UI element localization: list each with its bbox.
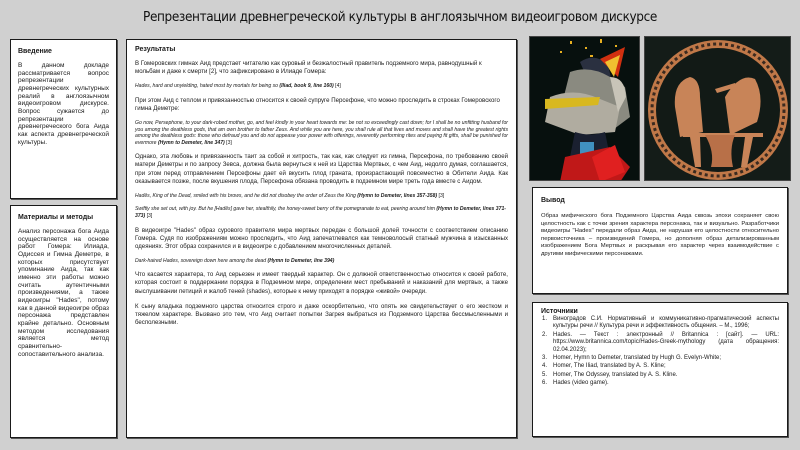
- conclusion-text: Образ мифического бога Подземного Царства Аида сквозь эпохи сохраняет свою целостность как с точки зрения характера персонажа, так и визуально. Разработчики видеоигры "Hades" передали образ Аида, не нарушая его целостности относительно первоисточника – произведений Гомера, но дополняя образ детализированным изображением Бога Мертвых и раскрывая его характер через взаимодействие с другими мифическими персонажами.: [541, 213, 779, 257]
- source-item: 3. Homer, Hymn to Demeter, translated by Hugh G. Evelyn-White;: [542, 355, 722, 362]
- source-item: 4. Homer, The Iliad, translated by A. S. Kline;: [542, 363, 666, 370]
- results-quote: Dark-haired Hades, sovereign down here among the dead (Hymn to Demeter, line 394): [135, 257, 335, 264]
- quote-ref: [4]: [333, 83, 341, 90]
- results-paragraph: Однако, эта любовь и привязанность таит за собой и хитрость, так как, как следует из гимна, Персефона, по требованию своей матери Деметры и по запросу Зевса, должна была вернуться к ней из Царства Мертвых, с чем Аид, недолго думая, соглашается, при этом перед отправлением Персефоны дает ей вкусить плод граната, произрастающий повсеместно в Обители Аида. Как оказывается позже, после вкушения плода, Персефона обязана проводить в подземном мире треть года вместе с Аидом.: [135, 153, 508, 185]
- red-figure-vase-illustration: [645, 37, 791, 181]
- quote-source: (Hymn to Demeter, lines 357-358): [357, 192, 438, 199]
- conclusion-section: [532, 187, 788, 294]
- quote-source: (Hymn to Demeter, line 394): [267, 257, 335, 264]
- results-quote: Go now, Persephone, to your dark-robed mother, go, and feel kindly in your heart towards me: be not so exceedingly cast down; for I shall be no unfitting husband for you among the deathless gods, that am own brother to father Zeus. And while you are here, you shall rule all that lives and moves and shall have the greatest rights among the deathless gods: those who defraud you and do not appease your power with offerings, reverently performing rites and paying fit gifts, shall be punished for evermore (Hymn to Demeter, line 347) [3]: [135, 119, 508, 146]
- source-item: 5. Homer, The Odyssey, translated by A. S. Kline.: [542, 371, 678, 378]
- quote-source: (Iliad, book 9, line 160): [279, 83, 334, 90]
- results-quote: Hadês, King of the Dead, smiled with his brows, and he did not disobey the order of Zeus the King (Hymn to Demeter, lines 357-358) [3]: [135, 192, 445, 199]
- quote-ref: [3]: [437, 192, 445, 199]
- intro-heading: Введение: [18, 48, 52, 55]
- greek-vase-image: [644, 36, 791, 181]
- source-item: 1. Виноградов С.И. Нормативный и коммуникативно-прагматический аспекты культуры речи // Культура речи и эффективность общения. – М., 1996;: [542, 316, 779, 330]
- intro-section: [10, 39, 117, 199]
- sources-list: [541, 316, 779, 388]
- results-quote: Hades, hard and unyielding, hated most by mortals for being so (Iliad, book 9, line 160) [4]: [135, 83, 341, 90]
- results-paragraph: В видеоигре "Hades" образ сурового правителя мира мертвых передан с большой долей точности с соответствием описанию Гомера. Судя по изображениям можно проследить, что Аид запечатлевался как темноволосый статный мужчина в изысканных одеяниях. Этот образ сохранился и в видеоигре с добавлением многочисленных деталей.: [135, 226, 508, 250]
- results-paragraph: При этом Аид с теплом и привязанностью относится к своей супруге Персефоне, что можно проследить в строках Гомеровского гимна Деметре:: [135, 96, 500, 112]
- methods-section: [10, 205, 117, 438]
- intro-text: В данном докладе рассматривается вопрос репрезентации древнегреческих культурных реалий в англоязычном видеоигровом дискурсе. Вопрос сужается до репрезентации древнегреческого бога Аида как аспекта древнегреческой культуры.: [18, 62, 109, 146]
- quote-source: (Hymn to Demeter, line 347): [157, 139, 225, 146]
- source-item: 2. Hades. — Текст : электронный // Britannica : [сайт]. — URL: https://www.britannica.com/topic/Hades-Greek-mythology (дата обращения: 02.04.2023);: [542, 331, 779, 353]
- sources-heading: Источники: [541, 308, 578, 315]
- results-section: [126, 39, 517, 438]
- hades-game-art-image: [529, 36, 640, 181]
- quote-ref: [3]: [145, 212, 153, 219]
- quote-source: (Hymn to Demeter, lines 371-373): [135, 206, 506, 219]
- sources-section: [532, 302, 788, 437]
- results-paragraph: Что касается характера, то Аид серьезен и имеет твердый характер. Он с должной ответственностью относится к своей работе, которая состоит в поддержании порядка в Подземном мире, определении мест пребываний и наказаний для мертвых, а также выслушивании петиций и жалоб теней (shades), которые к нему приходят в порядке «живой» очереди.: [135, 271, 508, 295]
- results-paragraph: В Гомеровских гимнах Аид предстает читателю как суровый и безжалостный правитель подземного мира, равнодушный к мольбам и даже к смерти [2], что зафиксировано в Илиаде Гомера:: [135, 60, 482, 76]
- poster-title: Репрезентации древнегреческой культуры в англоязычном видеоигровом дискурсе: [143, 10, 657, 25]
- conclusion-heading: Вывод: [541, 197, 565, 204]
- source-item: 6. Hades (video game).: [542, 380, 609, 387]
- results-heading: Результаты: [135, 46, 176, 53]
- hades-game-art-illustration: [530, 37, 640, 181]
- results-paragraph: К сыну владыка подземного царства относится строго и даже оскорбительно, что опять же свидетельствует о его жестком и тяжелом характере. Вызвано это тем, что Аид считает попытки Загрея выбраться из Подземного Царства бессмысленными и бесполезными.: [135, 302, 508, 326]
- quote-ref: [3]: [224, 139, 232, 146]
- results-quote: Swiftly she set out, with joy. But he [Hadês] gave her, stealthily, the honey-sweet berry of the pomegranate to eat, peering around him (Hymn to Demeter, lines 371-373) [3]: [135, 206, 506, 219]
- methods-heading: Материалы и методы: [18, 214, 94, 221]
- methods-text: Анализ персонажа бога Аида осуществляется на основе работ Гомера: Илиада, Одиссея и Гимна Деметре, в которых присутствует упоминание Аида, так как именно эти работы можно считать аутентичными произведениями, а также видеоигры "Hades", потому как в данной видеоигре образ персонажа представлен крайне детально. Основным методом исследования является метод сравнительно-сопоставительного анализа.: [18, 228, 109, 358]
